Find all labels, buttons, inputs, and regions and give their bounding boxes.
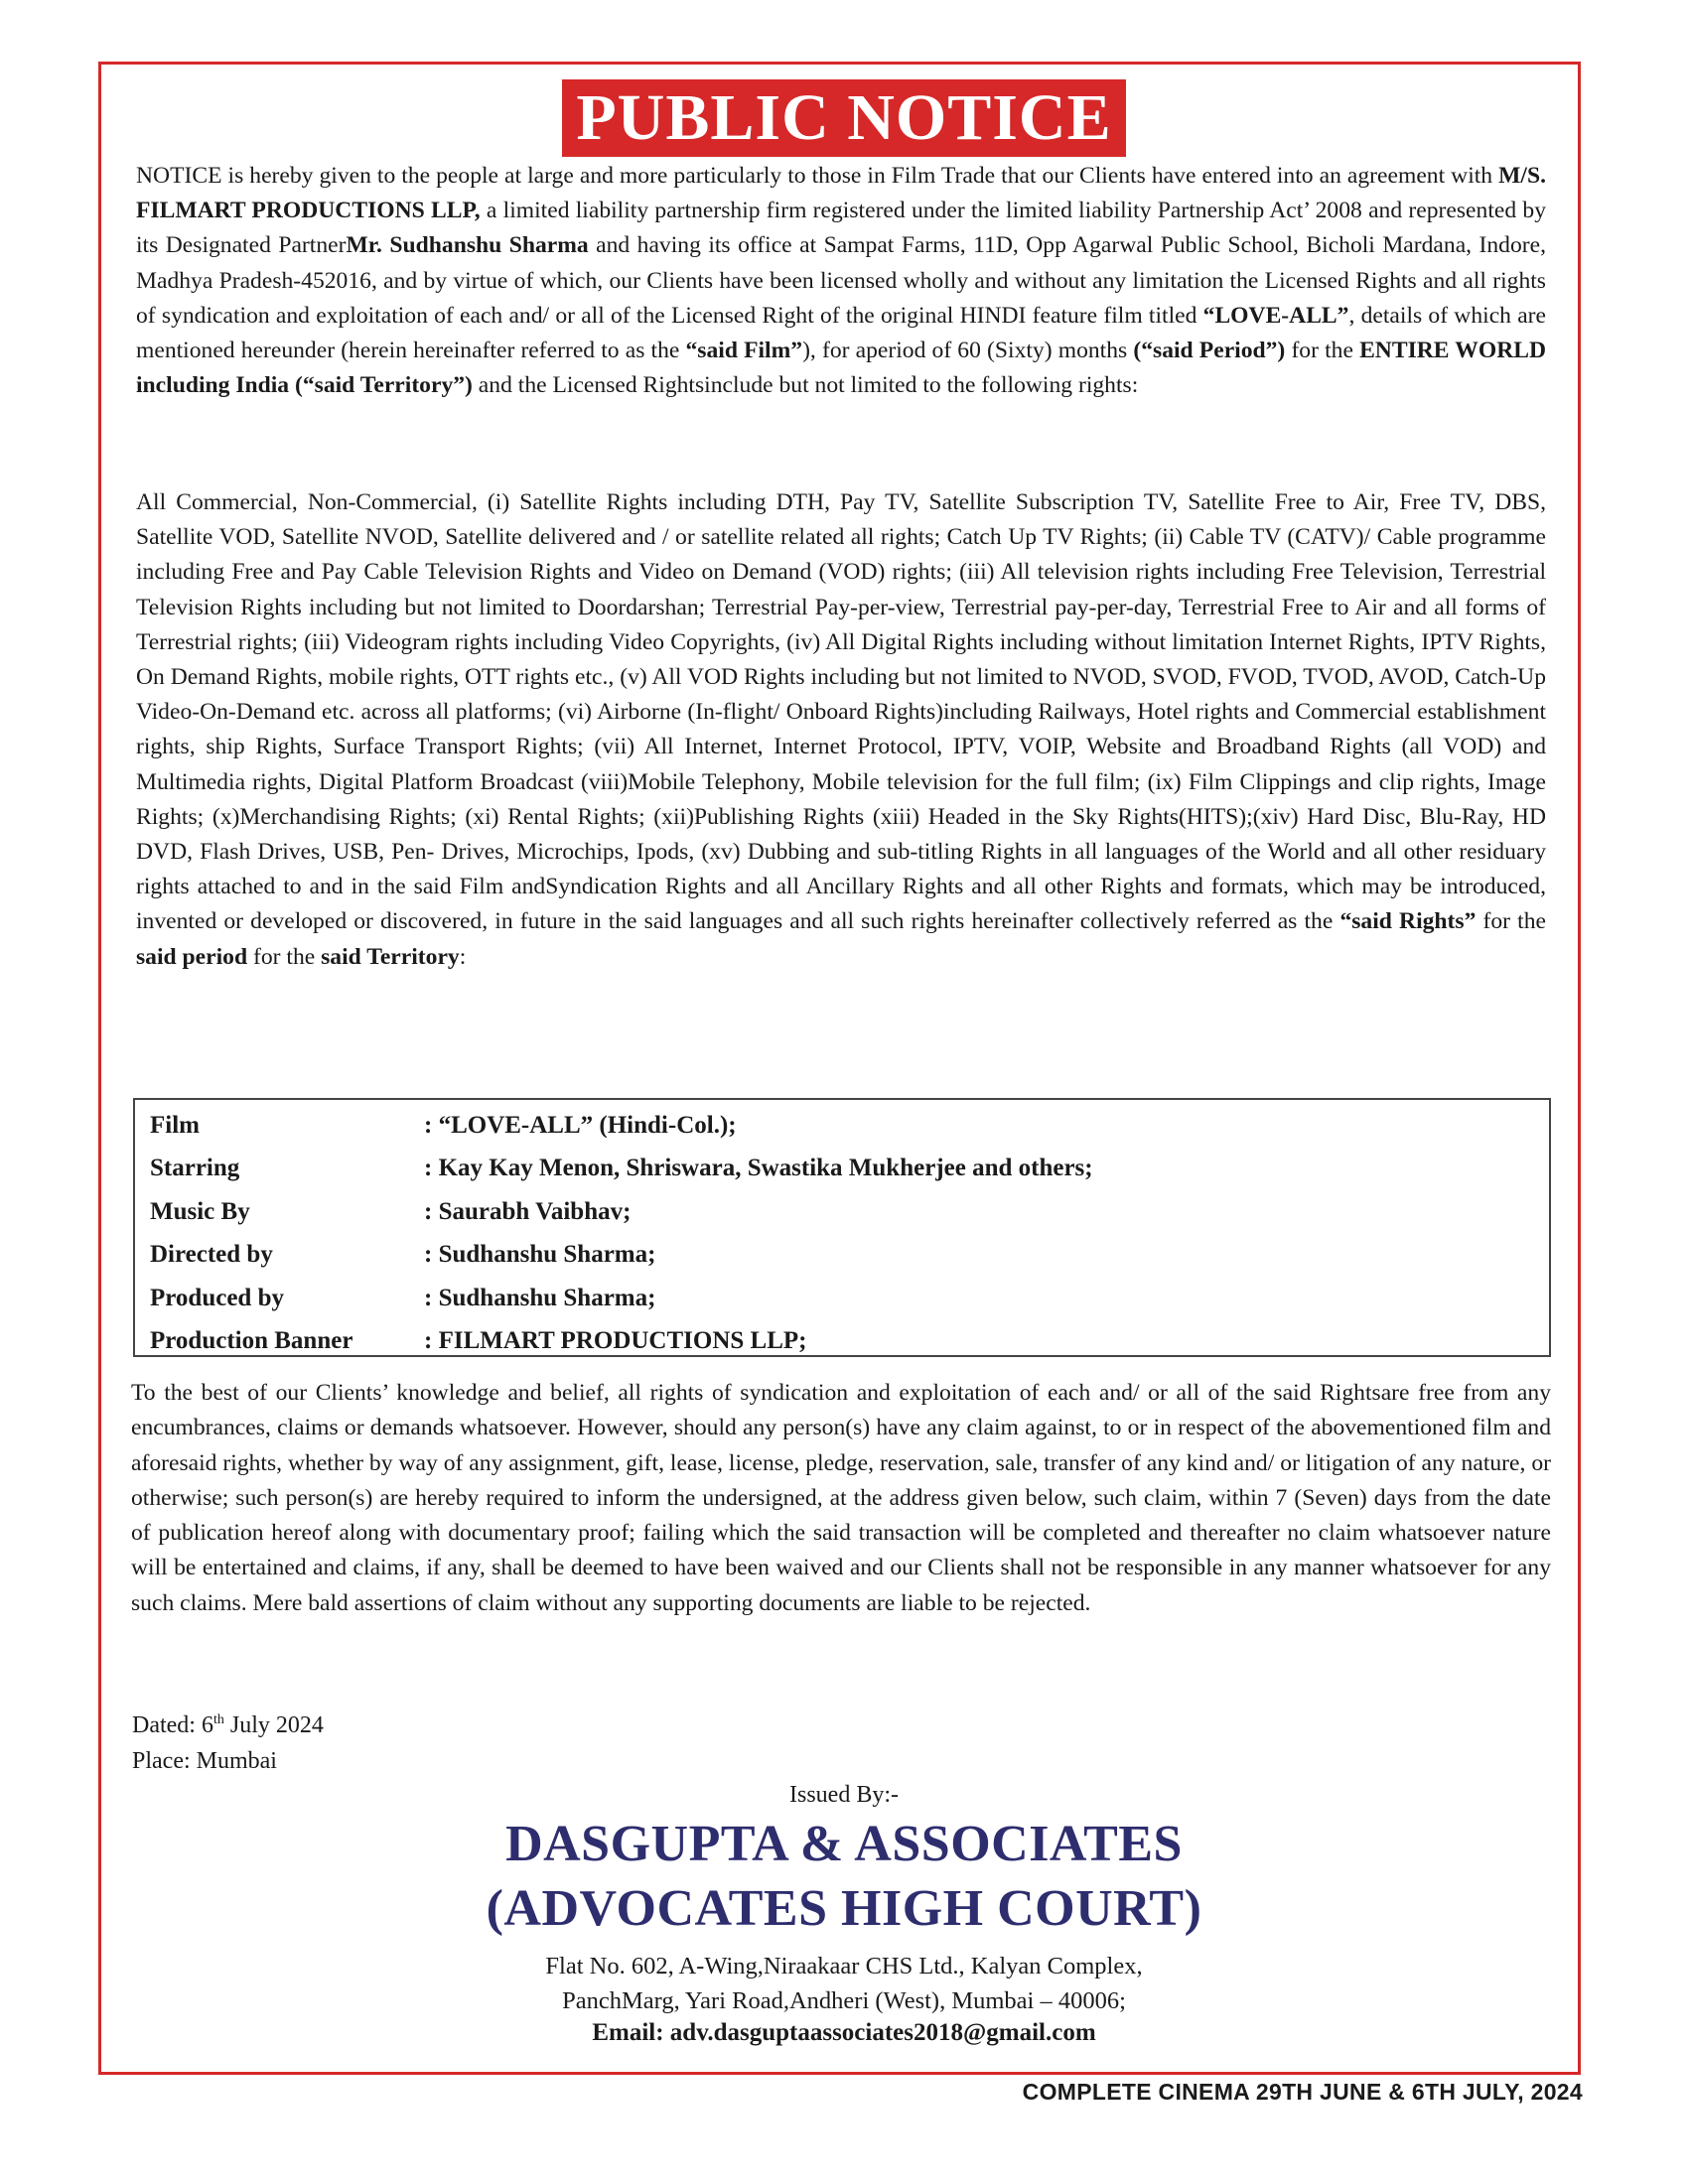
rights-text-1: All Commercial, Non-Commercial, (i) Satellite Rights including DTH, Pay TV, Satellite Subscription TV, Satellite Free to Air, Free TV, DBS, Satellite VOD, Satellite NVOD, Satellite delivered and / or satellite related all rights; Catch Up TV Rights; (ii) Cable TV (CATV)/ Cable programme including Free and Pay Cable Television Rights and Video on Demand (VOD) rights; (iii) All television rights including Free Television, Terrestrial Television Rights including but not limited to Doordarshan; Terrestrial Pay-per-view, Terrestrial pay-per-day, Terrestrial Free to Air and all forms of Terrestrial rights; (iii) Videogram rights including Video Copyrights, (iv) All Digital Rights including without limitation Internet Rights, IPTV Rights, On Demand Rights, mobile rights, OTT rights etc., (v) All VOD Rights including but not limited to NVOD, SVOD, FVOD, TVOD, AVOD, Catch-Up Video-On-Demand etc. across all platforms; (vi) Airborne (In-flight/ Onboard Rights)including Railways, Hotel rights and Commercial establishment rights, ship Rights, Surface Transport Rights; (vii) All Internet, Internet Protocol, IPTV, VOIP, Website and Broadband Rights (all VOD) and Multimedia rights, Digital Platform Broadcast (viii)Mobile Telephony, Mobile television for the full film; (ix) Film Clippings and clip rights, Image Rights; (x)Merchandising Rights; (xi) Rental Rights; (xii)Publishing Rights (xiii) Headed in the Sky Rights(HITS);(xiv) Hard Disc, Blu-Ray, HD DVD, Flash Drives, USB, Pen- Drives, Microchips, Ipods, (xv) Dubbing and sub-titling Rights in all languages of the World and all other residuary rights attached to and in the said Film andSyndication Rights and all Ancillary Rights and all other Rights and formats, which may be introduced, invented or developed or discovered, in future in the said languages and all such rights hereinafter collectively referred as the [136, 489, 1546, 935]
claims-paragraph: To the best of our Clients’ knowledge and belief, all rights of syndication and exploitation of each and/ or all of the said Rightsare free from any encumbrances, claims or demands whatsoever. However, should any person(s) have any claim against, to or in respect of the abovementioned film and aforesaid rights, whether by way of any assignment, gift, lease, license, pledge, reservation, sale, transfer of any kind and/ or litigation of any nature, or otherwise; such person(s) are hereby required to inform the undersigned, at the address given below, such claim, within 7 (Seven) days from the date of publication hereof along with documentary proof; failing which the said transaction will be completed and thereafter no claim whatsoever nature will be entertained and claims, if any, shall be deemed to have been waived and our Clients shall not be responsible in any manner whatsoever for any such claims. Mere bald assertions of claim without any supporting documents are liable to be rejected. [131, 1380, 1551, 1616]
film-details-box [133, 1098, 1551, 1357]
rights-paragraph [136, 485, 1546, 975]
detail-value: : “LOVE-ALL” (Hindi-Col.); [424, 1111, 737, 1139]
publication-footer: COMPLETE CINEMA 29TH JUNE & 6TH JULY, 2024 [1022, 2079, 1583, 2105]
dated-suffix-ordinal: th [212, 1712, 224, 1727]
detail-value: : Sudhanshu Sharma; [424, 1284, 656, 1311]
detail-value: : FILMART PRODUCTIONS LLP; [424, 1327, 807, 1355]
detail-value: : Sudhanshu Sharma; [424, 1241, 656, 1269]
rights-said-period: said period [136, 943, 248, 970]
intro-territory: ENTIRE WORLD including India (“said Territory”) [136, 338, 1547, 399]
intro-text-6: for the [1285, 338, 1360, 364]
detail-label: Music By [150, 1197, 250, 1225]
detail-value: : Saurabh Vaibhav; [424, 1197, 632, 1225]
detail-label: Film [150, 1111, 200, 1139]
intro-company: M/S. FILMART PRODUCTIONS LLP, [136, 163, 1546, 224]
address-line-1: Flat No. 602, A-Wing,Niraakaar CHS Ltd., Kalyan Complex, [545, 1953, 1143, 1979]
rights-text-2: for the [1476, 908, 1546, 935]
detail-row-director [135, 1234, 1549, 1278]
intro-partner: Mr. Sudhanshu Sharma [346, 232, 589, 259]
rights-text-4: : [459, 943, 467, 970]
detail-row-producer [135, 1277, 1549, 1320]
rights-said-territory: said Territory [321, 943, 460, 970]
detail-label: Produced by [150, 1284, 284, 1311]
dated-month-year: July 2024 [223, 1712, 324, 1738]
detail-label: Starring [150, 1155, 240, 1182]
intro-text-2: a limited liability partnership firm registered under the limited liability Partnership Act’ 2008 and represented by its Designated Partner [136, 198, 1546, 259]
intro-text-7: and the Licensed Rightsinclude but not limited to the following rights: [472, 372, 1139, 399]
email-line: Email: adv.dasguptaassociates2018@gmail.com [592, 2019, 1096, 2046]
intro-said-period: (“said Period”) [1133, 338, 1286, 364]
title-wrapper [0, 79, 1688, 157]
firm-subtitle: (ADVOCATES HIGH COURT) [486, 1880, 1202, 1937]
page-title: PUBLIC NOTICE [562, 79, 1125, 157]
intro-film-title: “LOVE-ALL” [1202, 302, 1349, 329]
issued-by: Issued By:- [789, 1782, 899, 1808]
intro-paragraph [136, 159, 1546, 403]
detail-label: Directed by [150, 1241, 273, 1269]
detail-value: : Kay Kay Menon, Shriswara, Swastika Mukherjee and others; [424, 1155, 1093, 1182]
rights-text-3: for the [247, 943, 322, 970]
dated-line [132, 1708, 324, 1743]
intro-text-5: ), for aperiod of 60 (Sixty) months [802, 338, 1134, 364]
rights-said-rights: “said Rights” [1339, 908, 1477, 935]
intro-text-1: NOTICE is hereby given to the people at large and more particularly to those in Film Trade that our Clients have entered into an agreement with [136, 163, 1499, 189]
intro-text-3: and having its office at Sampat Farms, 11D, Opp Agarwal Public School, Bicholi Mardana, Indore, Madhya Pradesh-452016, and by virtue of which, our Clients have been licensed wholly and without any limitation the Licensed Rights and all rights of syndication and exploitation of each and/ or all of the Licensed Right of the original HINDI feature film titled [136, 232, 1546, 329]
firm-name: DASGUPTA & ASSOCIATES [505, 1816, 1183, 1872]
intro-text-4: , details of which are mentioned hereunder (herein hereinafter referred to as the [136, 302, 1546, 364]
detail-row-film [135, 1104, 1549, 1148]
detail-row-starring [135, 1148, 1549, 1191]
intro-said-film: “said Film” [685, 338, 803, 364]
detail-row-music [135, 1190, 1549, 1234]
place-line: Place: Mumbai [132, 1748, 277, 1774]
detail-label: Production Banner [150, 1327, 353, 1355]
detail-row-banner [135, 1320, 1549, 1364]
dated-prefix: Dated: 6 [132, 1712, 213, 1738]
address-line-2: PanchMarg, Yari Road,Andheri (West), Mumbai – 40006; [562, 1987, 1126, 2014]
